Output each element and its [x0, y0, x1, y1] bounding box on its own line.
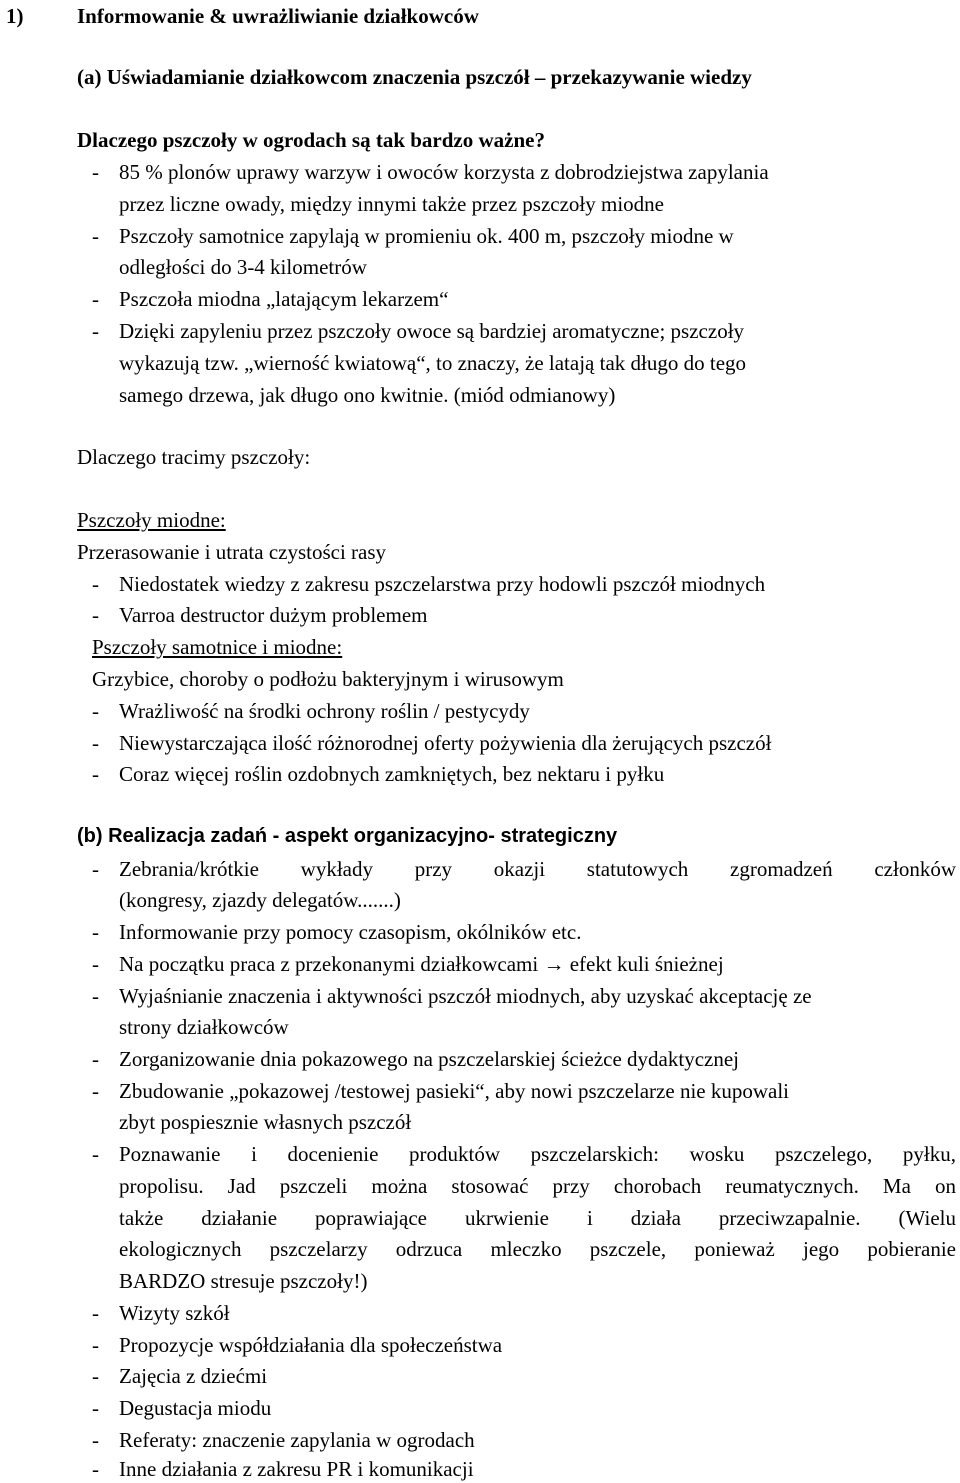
list-item-line: Pszczoły samotnice zapylają w promieniu ok. 400 m, pszczoły miodne w — [119, 224, 734, 248]
list-item: Coraz więcej roślin ozdobnych zamkniętych, bez nektaru i pyłku — [119, 762, 665, 786]
list-item-line: Referaty: znaczenie zapylania w ogrodach — [119, 1428, 475, 1452]
list-item-line: Zajęcia z dziećmi — [119, 1364, 268, 1388]
list-dash: - — [92, 1301, 99, 1325]
list-dash: - — [92, 1428, 99, 1452]
list-item: Wrażliwość na środki ochrony roślin / pestycydy — [119, 699, 530, 723]
list-dash: - — [92, 287, 99, 311]
loss-heading: Dlaczego tracimy pszczoły: — [77, 445, 311, 469]
list-item-line: przez liczne owady, między innymi także przez pszczoły miodne — [119, 192, 664, 216]
list-dash: - — [92, 1364, 99, 1388]
list-item-line: strony działkowców — [119, 1015, 289, 1039]
both-bees-heading: Pszczoły samotnice i miodne: — [92, 635, 343, 659]
list-item-line: odległości do 3-4 kilometrów — [119, 255, 367, 279]
list-dash: - — [92, 984, 99, 1008]
list-dash: - — [92, 1396, 99, 1420]
list-item-line: Zorganizowanie dnia pokazowego na pszczelarskiej ścieżce dydaktycznej — [119, 1047, 739, 1071]
list-item: Niedostatek wiedzy z zakresu pszczelarstwa przy hodowli pszczół miodnych — [119, 572, 766, 596]
honey-bees-cause: Przerasowanie i utrata czystości rasy — [77, 540, 387, 564]
list-item-line: zbyt pospiesznie własnych pszczół — [119, 1110, 412, 1134]
list-dash: - — [92, 1333, 99, 1357]
list-dash: - — [92, 1457, 99, 1481]
list-dash: - — [92, 1079, 99, 1103]
list-item-line: Zebrania/krótkie wykłady przy okazji statutowych zgromadzeń członków — [119, 857, 956, 881]
list-item-line: Informowanie przy pomocy czasopism, okólników etc. — [119, 920, 582, 944]
list-item-line: Poznawanie i docenienie produktów pszczelarskich: wosku pszczelego, pyłku, — [119, 1142, 956, 1166]
list-item-line: BARDZO stresuje pszczoły!) — [119, 1269, 368, 1293]
list-dash: - — [92, 572, 99, 596]
list-item: Varroa destructor dużym problemem — [119, 603, 428, 627]
list-item-line: Degustacja miodu — [119, 1396, 272, 1420]
list-dash: - — [92, 603, 99, 627]
list-dash: - — [92, 319, 99, 343]
list-dash: - — [92, 1047, 99, 1071]
section-title: Informowanie & uwrażliwianie działkowców — [77, 4, 479, 28]
why-heading: Dlaczego pszczoły w ogrodach są tak bardzo ważne? — [77, 128, 545, 152]
list-item-line: wykazują tzw. „wierność kwiatową“, to znaczy, że latają tak długo do tego — [119, 351, 747, 375]
list-item-line: Zbudowanie „pokazowej /testowej pasieki“, aby nowi pszczelarze nie kupowali — [119, 1079, 790, 1103]
list-item-line: 85 % plonów uprawy warzyw i owoców korzysta z dobrodziejstwa zapylania — [119, 160, 769, 184]
list-item-line: (kongresy, zjazdy delegatów.......) — [119, 888, 401, 912]
subsection-a-title: (a) Uświadamianie działkowcom znaczenia pszczół – przekazywanie wiedzy — [77, 65, 752, 89]
list-dash: - — [92, 1142, 99, 1166]
list-dash: - — [92, 731, 99, 755]
list-dash: - — [92, 762, 99, 786]
list-item: Niewystarczająca ilość różnorodnej oferty pożywienia dla żerujących pszczół — [119, 731, 772, 755]
section-number: 1) — [6, 4, 24, 28]
subsection-b-title: (b) Realizacja zadań - aspekt organizacyjno- strategiczny — [77, 825, 618, 847]
honey-bees-heading: Pszczoły miodne: — [77, 508, 226, 532]
list-dash: - — [92, 699, 99, 723]
list-item-line: także działanie poprawiające ukrwienie i działa przeciwzapalnie. (Wielu — [119, 1206, 956, 1230]
list-item-line: samego drzewa, jak długo ono kwitnie. (miód odmianowy) — [119, 383, 616, 407]
list-dash: - — [92, 160, 99, 184]
list-item-line: ekologicznych pszczelarzy odrzuca mleczko pszczele, ponieważ jego pobieranie — [119, 1237, 956, 1261]
list-dash: - — [92, 920, 99, 944]
list-item-line: Wyjaśnianie znaczenia i aktywności pszczół miodnych, aby uzyskać akceptację ze — [119, 984, 812, 1008]
list-item-line: propolisu. Jad pszczeli można stosować przy chorobach reumatycznych. Ma on — [119, 1174, 956, 1198]
both-bees-cause: Grzybice, choroby o podłożu bakteryjnym i wirusowym — [92, 667, 564, 691]
list-item-line: Pszczoła miodna „latającym lekarzem“ — [119, 287, 449, 311]
list-dash: - — [92, 857, 99, 881]
list-dash: - — [92, 224, 99, 248]
list-item-line: Dzięki zapyleniu przez pszczoły owoce są bardziej aromatyczne; pszczoły — [119, 319, 745, 343]
list-item-line: Na początku praca z przekonanymi działkowcami → efekt kuli śnieżnej — [119, 952, 724, 976]
list-dash: - — [92, 952, 99, 976]
list-item-line: Inne działania z zakresu PR i komunikacji — [119, 1457, 474, 1481]
list-item-line: Propozycje współdziałania dla społeczeństwa — [119, 1333, 503, 1357]
list-item-line: Wizyty szkół — [119, 1301, 230, 1325]
